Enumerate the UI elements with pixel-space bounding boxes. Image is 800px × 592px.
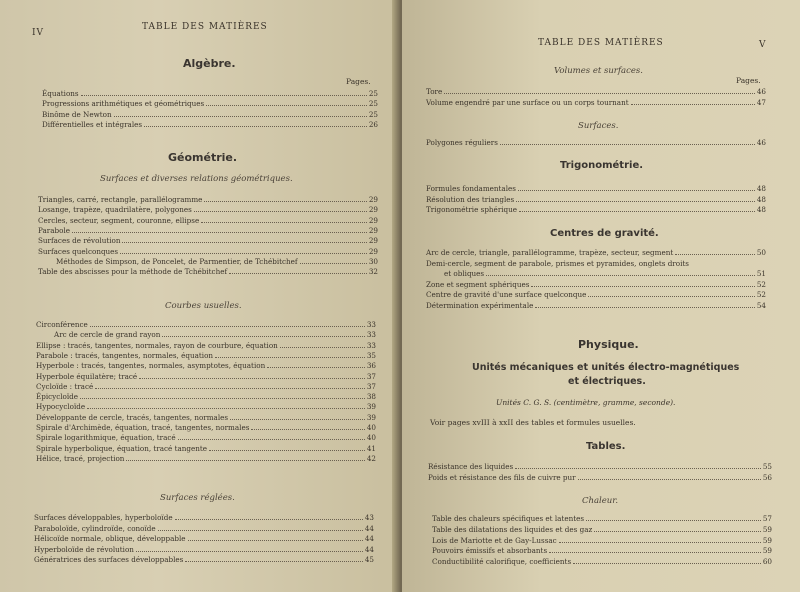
dot-leader <box>209 450 365 451</box>
toc-entry <box>426 87 766 96</box>
dot-leader <box>486 275 755 276</box>
dot-leader <box>300 263 367 264</box>
dot-leader <box>126 460 364 461</box>
dot-leader <box>251 429 364 430</box>
toc-entry-page: 44 <box>364 523 374 533</box>
dot-leader <box>594 531 761 532</box>
toc-entry-title: Arc de cercle de grand rayon <box>54 330 161 340</box>
section-title-algebre: Algèbre. <box>183 57 236 70</box>
toc-entry <box>426 290 766 299</box>
toc-entry <box>426 301 766 310</box>
toc-entry-page: 50 <box>756 248 766 257</box>
toc-entry <box>36 351 376 360</box>
toc-entry-page: 55 <box>762 462 772 471</box>
toc-entry-title: Paraboloïde, cylindroïde, conoïde <box>34 523 156 533</box>
toc-entry-title: Spirale logarithmique, équation, tracé <box>36 433 176 443</box>
toc-entry-title: Triangles, carré, rectangle, parallélogramme <box>38 195 203 204</box>
dot-leader <box>139 378 365 379</box>
page-header: TABLE DES MATIÈRES <box>142 22 268 32</box>
dot-leader <box>267 367 365 368</box>
toc-entry-page: 52 <box>756 290 766 300</box>
toc-entry <box>428 473 772 482</box>
dot-leader <box>122 242 366 243</box>
toc-entry <box>432 557 772 566</box>
toc-entry <box>36 382 376 391</box>
toc-entry-page: 25 <box>368 89 378 98</box>
toc-entry-title: Lois de Mariotte et de Gay-Lussac <box>432 535 557 545</box>
toc-entry-page: 35 <box>366 350 376 360</box>
toc-entry-page: 33 <box>366 340 376 350</box>
toc-entry <box>34 555 374 564</box>
toc-entry-title: Pouvoirs émissifs et absorbants <box>432 546 548 556</box>
toc-entry-title: Hypocycloïde <box>36 402 86 412</box>
subsection-title: Courbes usuelles. <box>165 301 242 311</box>
toc-entry-title: Équations <box>42 89 79 98</box>
dot-leader <box>549 552 761 553</box>
toc-entry-title: Détermination expérimentale <box>426 301 534 310</box>
toc-entry-title: Formules fondamentales <box>426 184 516 193</box>
page-number: IV <box>32 28 45 38</box>
dot-leader <box>444 93 755 94</box>
toc-entry-title: Polygones réguliers <box>426 138 498 147</box>
toc-entry-title: Poids et résistance des fils de cuivre pur <box>428 472 576 482</box>
toc-entry <box>428 462 772 471</box>
toc-entry-title: Progressions arithmétiques et géométriques <box>42 99 205 109</box>
dot-leader <box>230 419 365 420</box>
toc-entry-title: Surfaces de révolution <box>38 236 121 246</box>
toc-entry-page: 48 <box>756 205 766 214</box>
subsection-title: Surfaces. <box>578 121 619 131</box>
toc-entry-page: 60 <box>762 557 772 567</box>
dot-leader <box>87 408 365 409</box>
toc-entry-title: et obliques <box>444 269 485 279</box>
toc-entry-page: 30 <box>368 256 378 266</box>
toc-entry-page: 33 <box>366 330 376 340</box>
toc-entry-page: 38 <box>366 392 376 402</box>
toc-entry-title: Arc de cercle, triangle, parallélogramme, trapèze, secteur, segment <box>426 248 674 257</box>
toc-entry-title: Épicycloïde <box>36 392 79 402</box>
toc-entry <box>38 216 378 225</box>
toc-entry-page: 44 <box>364 544 374 554</box>
toc-entry-page: 37 <box>366 381 376 391</box>
toc-entry-title: Table des dilatations des liquides et des gaz <box>432 524 593 534</box>
toc-entry-title: Ellipse : tracés, tangentes, normales, rayon de courbure, équation <box>36 340 278 350</box>
toc-entry-title: Hélicoïde normale, oblique, développable <box>34 534 186 543</box>
toc-entry-page: 52 <box>756 279 766 289</box>
toc-entry <box>36 423 376 432</box>
page-header: TABLE DES MATIÈRES <box>538 38 664 48</box>
toc-entry-title: Spirale hyperbolique, équation, tracé tangente <box>36 443 208 453</box>
toc-entry <box>38 247 378 256</box>
toc-entry <box>42 110 378 119</box>
toc-entry <box>38 267 378 276</box>
subsection-title: Surfaces et diverses relations géométriques. <box>100 174 293 184</box>
toc-entry-title: Cycloïde : tracé <box>36 381 94 391</box>
toc-entry <box>36 444 376 453</box>
toc-entry-title: Génératrices des surfaces développables <box>34 555 184 564</box>
toc-entry <box>38 257 378 266</box>
subsection-title: Chaleur. <box>582 496 619 506</box>
dot-leader <box>519 211 755 212</box>
toc-entry-page: 45 <box>364 555 374 564</box>
toc-entry-page: 29 <box>368 225 378 235</box>
toc-entry-title: Résolution des triangles <box>426 194 515 204</box>
dot-leader <box>675 254 755 255</box>
toc-entry-page: 33 <box>366 320 376 329</box>
toc-entry-title: Différentielles et intégrales <box>42 119 143 129</box>
toc-entry-page: 39 <box>366 402 376 412</box>
toc-entry <box>426 98 766 107</box>
toc-entry <box>36 433 376 442</box>
toc-entry <box>36 392 376 401</box>
unites-title-cont: et électriques. <box>568 376 646 387</box>
toc-entry-page: 36 <box>366 361 376 371</box>
toc-entry-title: Table des abscisses pour la méthode de Tchébitchef <box>38 267 228 277</box>
toc-entry-page: 32 <box>368 267 378 277</box>
dot-leader <box>588 296 754 297</box>
dot-leader <box>144 126 367 127</box>
toc-entry <box>42 99 378 108</box>
dot-leader <box>188 540 363 541</box>
dot-leader <box>178 439 365 440</box>
toc-entry <box>426 248 766 257</box>
toc-entry-title: Binôme de Newton <box>42 109 112 119</box>
toc-entry <box>42 120 378 129</box>
toc-entry-page: 43 <box>364 513 374 522</box>
toc-entry-title: Spirale d'Archimède, équation, tracé, tangentes, normales <box>36 423 250 432</box>
toc-entry <box>36 330 376 339</box>
toc-entry <box>36 413 376 422</box>
toc-entry <box>34 513 374 522</box>
toc-entry <box>432 536 772 545</box>
toc-entry <box>38 195 378 204</box>
toc-entry-title: Hyperbole : tracés, tangentes, normales, asymptotes, équation <box>36 361 266 371</box>
toc-entry-title: Hyperbole équilatère; tracé <box>36 371 138 381</box>
toc-entry-page: 59 <box>762 546 772 556</box>
section-title-physique: Physique. <box>578 338 639 351</box>
toc-entry-page: 59 <box>762 535 772 545</box>
toc-entry-title: Méthodes de Simpson, de Poncelet, de Parmentier, de Tchébitchef <box>56 256 298 266</box>
toc-entry-title: Conductibilité calorifique, coefficients <box>432 557 572 567</box>
cgs-note: Unités C. G. S. (centimètre, gramme, seconde). <box>496 398 676 407</box>
dot-leader <box>175 519 363 520</box>
toc-entry-page: 25 <box>368 99 378 109</box>
toc-entry-title: Table des chaleurs spécifiques et latentes <box>432 514 585 523</box>
toc-entry <box>34 534 374 543</box>
pages-label: Pages. <box>346 77 371 86</box>
toc-entry-page: 57 <box>762 514 772 523</box>
toc-entry <box>426 184 766 193</box>
dot-leader <box>201 222 367 223</box>
page-number: V <box>759 40 767 50</box>
toc-entry <box>36 320 376 329</box>
toc-entry-page: 48 <box>756 194 766 204</box>
section-title-tables: Tables. <box>586 441 626 452</box>
dot-leader <box>194 211 367 212</box>
dot-leader <box>72 232 367 233</box>
toc-entry-page: 39 <box>366 412 376 422</box>
dot-leader <box>573 563 761 564</box>
toc-entry-title: Centre de gravité d'une surface quelconque <box>426 290 587 300</box>
toc-entry-title: Demi-cercle, segment de parabole, prismes et pyramides, onglets droits <box>426 258 689 268</box>
toc-entry-page: 41 <box>366 443 376 453</box>
toc-entry-page: 46 <box>756 138 766 147</box>
toc-entry-page: 29 <box>368 205 378 215</box>
toc-entry-page: 44 <box>364 534 374 543</box>
dot-leader <box>215 357 365 358</box>
section-title-geometrie: Géométrie. <box>168 151 238 164</box>
toc-entry-page: 37 <box>366 371 376 381</box>
section-title-centres-gravite: Centres de gravité. <box>550 228 659 239</box>
toc-entry-page: 47 <box>756 97 766 107</box>
toc-entry-title: Résistance des liquides <box>428 462 514 471</box>
toc-entry-title: Surfaces développables, hyperboloïde <box>34 513 173 522</box>
unites-title: Unités mécaniques et unités électro-magnétiques <box>472 362 740 373</box>
dot-leader <box>185 561 362 562</box>
dot-leader <box>81 95 367 96</box>
dot-leader <box>80 398 365 399</box>
dot-leader <box>518 190 755 191</box>
dot-leader <box>559 542 761 543</box>
dot-leader <box>631 104 755 105</box>
section-title-trigonometrie: Trigonométrie. <box>560 160 644 171</box>
dot-leader <box>516 201 755 202</box>
toc-entry <box>426 280 766 289</box>
toc-entry <box>36 341 376 350</box>
toc-entry-page: 26 <box>368 119 378 129</box>
toc-entry-page: 59 <box>762 524 772 534</box>
dot-leader <box>500 144 755 145</box>
toc-entry-page: 56 <box>762 472 772 482</box>
dot-leader <box>114 116 367 117</box>
left-page <box>0 0 398 592</box>
toc-entry <box>426 205 766 214</box>
toc-entry-title: Hyperboloïde de révolution <box>34 544 134 554</box>
subsection-title: Surfaces réglées. <box>160 493 235 503</box>
toc-entry-page: 40 <box>366 423 376 432</box>
dot-leader <box>90 326 365 327</box>
toc-entry <box>36 361 376 370</box>
toc-entry <box>36 402 376 411</box>
dot-leader <box>158 530 363 531</box>
toc-entry-title: Zone et segment sphériques <box>426 279 530 289</box>
dot-leader <box>120 253 367 254</box>
toc-entry <box>38 236 378 245</box>
toc-entry-page: 29 <box>368 215 378 225</box>
toc-entry-page: 48 <box>756 184 766 193</box>
toc-entry <box>426 195 766 204</box>
toc-entry-title: Parabole : tracés, tangentes, normales, équation <box>36 350 214 360</box>
subsection-title: Volumes et surfaces. <box>554 66 643 76</box>
dot-leader <box>95 388 365 389</box>
toc-entry <box>432 546 772 555</box>
toc-entry <box>36 372 376 381</box>
dot-leader <box>204 201 366 202</box>
dot-leader <box>280 347 365 348</box>
toc-entry-title: Trigonométrie sphérique <box>426 205 518 214</box>
toc-entry-title: Tore <box>426 87 443 96</box>
toc-entry-title: Développante de cercle, tracés, tangentes, normales <box>36 412 229 422</box>
toc-entry-title: Cercles, secteur, segment, couronne, ellipse <box>38 215 200 225</box>
toc-entry-title: Circonférence <box>36 320 88 329</box>
voir-note: Voir pages xvIII à xxII des tables et formules usuelles. <box>430 418 636 427</box>
dot-leader <box>535 307 754 308</box>
toc-entry <box>38 226 378 235</box>
toc-entry-page: 29 <box>368 195 378 204</box>
toc-entry-title: Losange, trapèze, quadrilatère, polygones <box>38 205 192 215</box>
toc-entry-page: 25 <box>368 109 378 119</box>
dot-leader <box>206 105 367 106</box>
dot-leader <box>578 479 761 480</box>
dot-leader <box>531 286 754 287</box>
toc-entry <box>426 138 766 147</box>
toc-entry <box>42 89 378 98</box>
toc-entry-page: 46 <box>756 87 766 96</box>
toc-entry <box>426 259 766 268</box>
toc-entry-page: 40 <box>366 433 376 443</box>
dot-leader <box>229 273 367 274</box>
toc-entry <box>432 525 772 534</box>
toc-entry <box>34 545 374 554</box>
toc-entry-page: 29 <box>368 246 378 256</box>
dot-leader <box>586 520 761 521</box>
toc-entry <box>36 454 376 463</box>
toc-entry-title: Volume engendré par une surface ou un corps tournant <box>426 97 629 107</box>
dot-leader <box>136 551 363 552</box>
toc-entry <box>426 269 766 278</box>
toc-entry-title: Surfaces quelconques <box>38 246 119 256</box>
toc-entry-title: Parabole <box>38 225 70 235</box>
toc-entry <box>38 205 378 214</box>
pages-label: Pages. <box>736 76 761 85</box>
dot-leader <box>515 468 761 469</box>
toc-entry-page: 51 <box>756 269 766 279</box>
toc-entry <box>432 514 772 523</box>
toc-entry-page: 42 <box>366 453 376 463</box>
dot-leader <box>162 336 364 337</box>
toc-entry-page: 29 <box>368 236 378 246</box>
toc-entry-title: Hélice, tracé, projection <box>36 453 125 463</box>
toc-entry-page: 54 <box>756 301 766 310</box>
right-page <box>402 0 800 592</box>
toc-entry <box>34 524 374 533</box>
